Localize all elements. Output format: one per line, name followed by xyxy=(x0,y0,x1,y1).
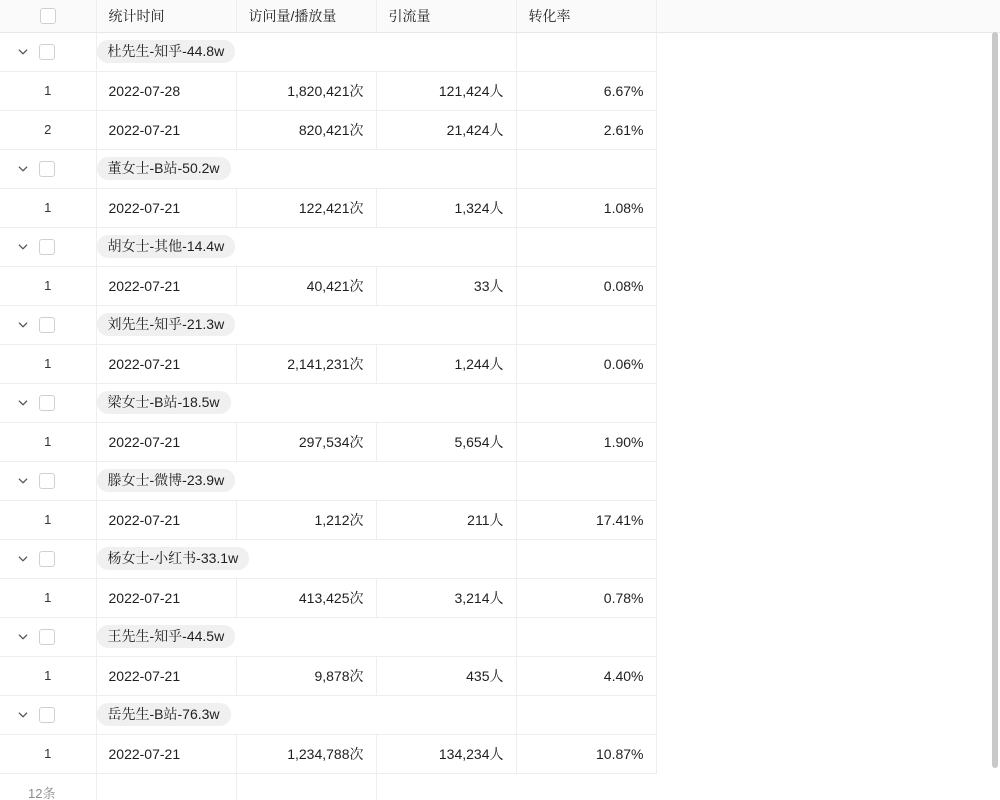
footer-visit-cell xyxy=(236,773,376,800)
row-visit-cell: 820,421次 xyxy=(236,110,376,149)
group-name-tag: 刘先生-知乎-21.3w xyxy=(97,313,236,336)
group-filler-cell xyxy=(656,461,1000,500)
group-checkbox[interactable] xyxy=(39,44,55,60)
group-filler-cell xyxy=(656,32,1000,71)
row-visit-cell: 413,425次 xyxy=(236,578,376,617)
table-row[interactable] xyxy=(0,734,1000,773)
row-flow-cell: 3,214人 xyxy=(376,578,516,617)
row-time-cell: 2022-07-21 xyxy=(96,266,236,305)
row-index-cell: 1 xyxy=(0,734,96,773)
header-col-visit[interactable]: 访问量/播放量 xyxy=(236,0,376,32)
row-conv-cell: 0.78% xyxy=(516,578,656,617)
row-conv-cell: 4.40% xyxy=(516,656,656,695)
table-row[interactable] xyxy=(0,578,1000,617)
row-visit-cell: 9,878次 xyxy=(236,656,376,695)
table-row[interactable] xyxy=(0,110,1000,149)
chevron-down-icon[interactable] xyxy=(16,552,30,566)
chevron-down-icon[interactable] xyxy=(16,396,30,410)
group-row[interactable] xyxy=(0,305,1000,344)
group-label-cell[interactable] xyxy=(0,539,96,578)
row-flow-cell: 211人 xyxy=(376,500,516,539)
group-row[interactable] xyxy=(0,539,1000,578)
group-label-cell[interactable] xyxy=(0,305,96,344)
group-name-tag: 董女士-B站-50.2w xyxy=(97,157,231,180)
group-checkbox[interactable] xyxy=(39,629,55,645)
group-name-tag: 杜先生-知乎-44.8w xyxy=(97,40,236,63)
row-flow-cell: 134,234人 xyxy=(376,734,516,773)
row-index-cell: 1 xyxy=(0,344,96,383)
group-label-cell[interactable] xyxy=(0,695,96,734)
vertical-scrollbar-thumb[interactable] xyxy=(992,32,998,768)
row-conv-cell: 6.67% xyxy=(516,71,656,110)
group-name-cell xyxy=(96,149,516,188)
row-visit-cell: 1,820,421次 xyxy=(236,71,376,110)
row-index-cell: 1 xyxy=(0,578,96,617)
group-checkbox[interactable] xyxy=(39,239,55,255)
group-label-inner xyxy=(12,395,84,411)
group-label-cell[interactable] xyxy=(0,227,96,266)
row-time-cell: 2022-07-21 xyxy=(96,344,236,383)
group-empty-conv-cell xyxy=(516,32,656,71)
group-empty-conv-cell xyxy=(516,227,656,266)
row-time-cell: 2022-07-21 xyxy=(96,110,236,149)
vertical-scrollbar[interactable] xyxy=(992,32,998,784)
chevron-down-icon[interactable] xyxy=(16,45,30,59)
group-label-cell[interactable] xyxy=(0,383,96,422)
group-label-cell[interactable] xyxy=(0,32,96,71)
group-empty-conv-cell xyxy=(516,305,656,344)
group-empty-conv-cell xyxy=(516,461,656,500)
group-label-inner xyxy=(12,317,84,333)
footer-flow-cell xyxy=(376,773,516,800)
row-index-cell: 1 xyxy=(0,656,96,695)
row-index-cell: 2 xyxy=(0,110,96,149)
row-flow-cell: 21,424人 xyxy=(376,110,516,149)
row-time-cell: 2022-07-21 xyxy=(96,188,236,227)
header-col-conv[interactable]: 转化率 xyxy=(516,0,656,32)
select-all-checkbox[interactable] xyxy=(40,8,56,24)
table-header xyxy=(0,0,1000,32)
group-label-inner xyxy=(12,629,84,645)
chevron-down-icon[interactable] xyxy=(16,630,30,644)
row-conv-cell: 10.87% xyxy=(516,734,656,773)
chevron-down-icon[interactable] xyxy=(16,240,30,254)
footer-conv-cell xyxy=(516,773,656,800)
group-filler-cell xyxy=(656,695,1000,734)
row-visit-cell: 1,212次 xyxy=(236,500,376,539)
group-empty-conv-cell xyxy=(516,617,656,656)
table-row[interactable] xyxy=(0,188,1000,227)
row-conv-cell: 1.08% xyxy=(516,188,656,227)
row-time-cell: 2022-07-21 xyxy=(96,656,236,695)
header-col-time[interactable]: 统计时间 xyxy=(96,0,236,32)
row-filler-cell xyxy=(656,422,1000,461)
group-name-tag: 滕女士-微博-23.9w xyxy=(97,469,236,492)
group-empty-conv-cell xyxy=(516,539,656,578)
group-row[interactable] xyxy=(0,32,1000,71)
group-label-cell[interactable] xyxy=(0,149,96,188)
row-visit-cell: 1,234,788次 xyxy=(236,734,376,773)
group-row[interactable] xyxy=(0,461,1000,500)
group-checkbox[interactable] xyxy=(39,473,55,489)
group-empty-conv-cell xyxy=(516,149,656,188)
table-row[interactable] xyxy=(0,422,1000,461)
row-index-cell: 1 xyxy=(0,266,96,305)
group-label-inner xyxy=(12,707,84,723)
row-index-cell: 1 xyxy=(0,188,96,227)
row-time-cell: 2022-07-21 xyxy=(96,734,236,773)
chevron-down-icon[interactable] xyxy=(16,162,30,176)
row-filler-cell xyxy=(656,734,1000,773)
row-conv-cell: 17.41% xyxy=(516,500,656,539)
group-name-cell xyxy=(96,383,516,422)
row-flow-cell: 1,244人 xyxy=(376,344,516,383)
group-empty-conv-cell xyxy=(516,383,656,422)
group-checkbox[interactable] xyxy=(39,161,55,177)
group-name-tag: 岳先生-B站-76.3w xyxy=(97,703,231,726)
group-filler-cell xyxy=(656,383,1000,422)
row-conv-cell: 0.08% xyxy=(516,266,656,305)
group-label-inner xyxy=(12,239,84,255)
row-filler-cell xyxy=(656,578,1000,617)
group-checkbox[interactable] xyxy=(39,317,55,333)
group-name-tag: 梁女士-B站-18.5w xyxy=(97,391,231,414)
row-flow-cell: 33人 xyxy=(376,266,516,305)
row-index-cell: 1 xyxy=(0,71,96,110)
chevron-down-icon[interactable] xyxy=(16,474,30,488)
row-visit-cell: 122,421次 xyxy=(236,188,376,227)
row-filler-cell xyxy=(656,110,1000,149)
group-checkbox[interactable] xyxy=(39,395,55,411)
row-time-cell: 2022-07-28 xyxy=(96,71,236,110)
group-filler-cell xyxy=(656,305,1000,344)
row-flow-cell: 435人 xyxy=(376,656,516,695)
group-row[interactable] xyxy=(0,227,1000,266)
table-row[interactable] xyxy=(0,266,1000,305)
table-row[interactable] xyxy=(0,71,1000,110)
row-time-cell: 2022-07-21 xyxy=(96,578,236,617)
header-col-filler xyxy=(656,0,1000,32)
group-name-cell xyxy=(96,539,516,578)
header-select-all-cell xyxy=(0,0,96,32)
header-row xyxy=(0,0,1000,32)
row-filler-cell xyxy=(656,188,1000,227)
row-filler-cell xyxy=(656,71,1000,110)
row-flow-cell: 121,424人 xyxy=(376,71,516,110)
row-count-label: 12条 xyxy=(0,773,96,800)
chevron-down-icon[interactable] xyxy=(16,318,30,332)
group-name-tag: 杨女士-小红书-33.1w xyxy=(97,547,250,570)
table-row[interactable] xyxy=(0,500,1000,539)
group-name-cell xyxy=(96,617,516,656)
row-visit-cell: 2,141,231次 xyxy=(236,344,376,383)
row-time-cell: 2022-07-21 xyxy=(96,422,236,461)
group-empty-conv-cell xyxy=(516,695,656,734)
row-flow-cell: 1,324人 xyxy=(376,188,516,227)
row-index-cell: 1 xyxy=(0,500,96,539)
row-filler-cell xyxy=(656,266,1000,305)
group-row[interactable] xyxy=(0,695,1000,734)
row-filler-cell xyxy=(656,344,1000,383)
row-index-cell: 1 xyxy=(0,422,96,461)
group-name-cell xyxy=(96,695,516,734)
row-visit-cell: 40,421次 xyxy=(236,266,376,305)
row-conv-cell: 2.61% xyxy=(516,110,656,149)
group-label-cell[interactable] xyxy=(0,461,96,500)
group-label-inner xyxy=(12,473,84,489)
table-row[interactable] xyxy=(0,344,1000,383)
group-name-tag: 胡女士-其他-14.4w xyxy=(97,235,236,258)
group-row[interactable] xyxy=(0,383,1000,422)
table-row[interactable] xyxy=(0,656,1000,695)
group-filler-cell xyxy=(656,539,1000,578)
group-filler-cell xyxy=(656,149,1000,188)
group-checkbox[interactable] xyxy=(39,551,55,567)
group-name-cell xyxy=(96,461,516,500)
header-col-flow[interactable]: 引流量 xyxy=(376,0,516,32)
footer-row xyxy=(0,773,1000,800)
footer-filler-cell xyxy=(656,773,1000,800)
group-label-inner xyxy=(12,161,84,177)
group-filler-cell xyxy=(656,227,1000,266)
group-label-inner xyxy=(12,551,84,567)
chevron-down-icon[interactable] xyxy=(16,708,30,722)
row-time-cell: 2022-07-21 xyxy=(96,500,236,539)
group-name-tag: 王先生-知乎-44.5w xyxy=(97,625,236,648)
group-checkbox[interactable] xyxy=(39,707,55,723)
row-filler-cell xyxy=(656,500,1000,539)
row-conv-cell: 0.06% xyxy=(516,344,656,383)
table-body xyxy=(0,32,1000,800)
group-name-cell xyxy=(96,227,516,266)
group-label-inner xyxy=(12,44,84,60)
group-name-cell xyxy=(96,305,516,344)
group-row[interactable] xyxy=(0,149,1000,188)
row-visit-cell: 297,534次 xyxy=(236,422,376,461)
row-filler-cell xyxy=(656,656,1000,695)
select-all-checkbox-wrap[interactable] xyxy=(0,0,96,32)
group-label-cell[interactable] xyxy=(0,617,96,656)
footer-time-cell xyxy=(96,773,236,800)
group-row[interactable] xyxy=(0,617,1000,656)
row-conv-cell: 1.90% xyxy=(516,422,656,461)
group-name-cell xyxy=(96,32,516,71)
group-filler-cell xyxy=(656,617,1000,656)
row-flow-cell: 5,654人 xyxy=(376,422,516,461)
